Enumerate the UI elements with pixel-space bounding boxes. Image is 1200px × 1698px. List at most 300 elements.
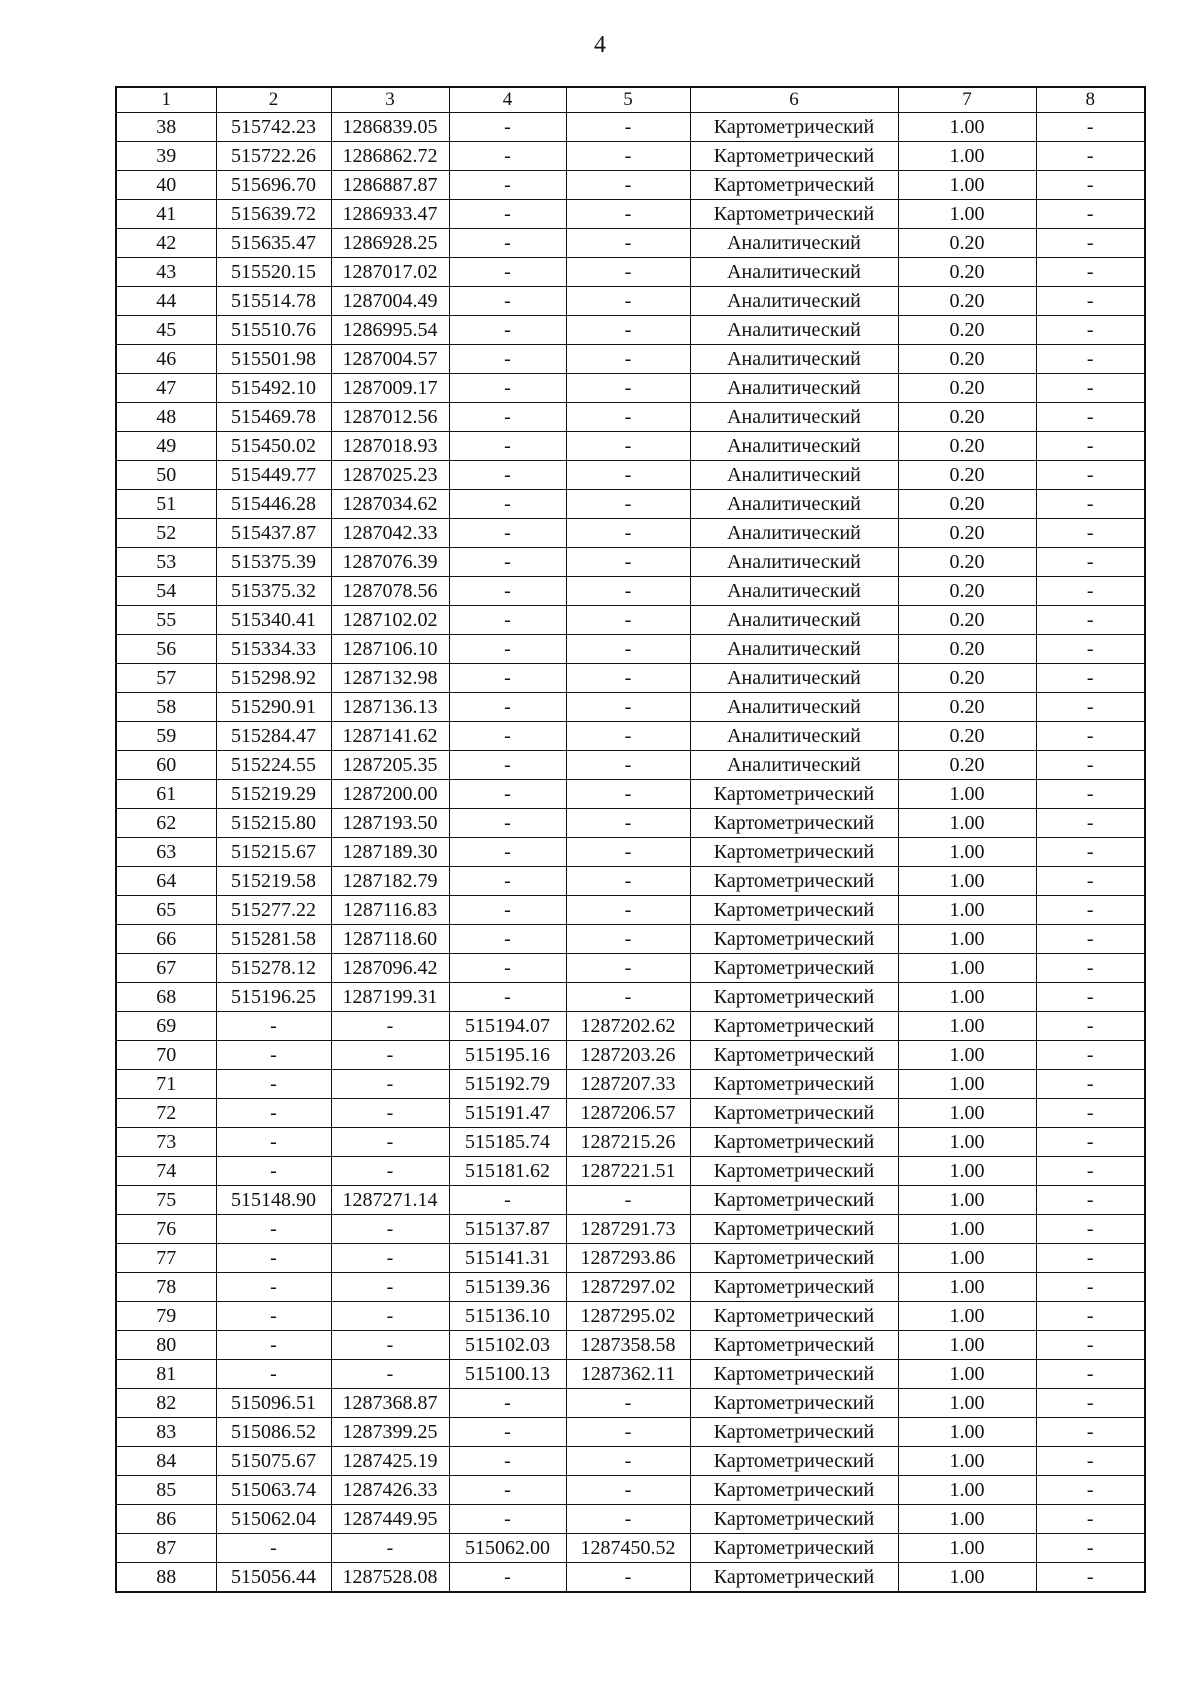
cell-x-new: - bbox=[449, 751, 566, 780]
cell-description: - bbox=[1036, 606, 1145, 635]
table-row bbox=[116, 374, 1145, 403]
table-row bbox=[116, 751, 1145, 780]
table-row bbox=[116, 1534, 1145, 1563]
cell-y-new: - bbox=[566, 983, 690, 1012]
cell-method: Аналитический bbox=[690, 751, 898, 780]
cell-description: - bbox=[1036, 664, 1145, 693]
cell-y-existing: 1286839.05 bbox=[331, 113, 449, 142]
cell-x-new: - bbox=[449, 664, 566, 693]
cell-accuracy: 0.20 bbox=[898, 548, 1036, 577]
cell-method: Картометрический bbox=[690, 1157, 898, 1186]
cell-accuracy: 1.00 bbox=[898, 142, 1036, 171]
cell-method: Картометрический bbox=[690, 780, 898, 809]
cell-description: - bbox=[1036, 1244, 1145, 1273]
column-header: 5 bbox=[566, 87, 690, 113]
cell-x-existing: 515290.91 bbox=[216, 693, 331, 722]
cell-accuracy: 1.00 bbox=[898, 171, 1036, 200]
cell-accuracy: 0.20 bbox=[898, 635, 1036, 664]
cell-y-existing: 1287004.57 bbox=[331, 345, 449, 374]
cell-x-new: 515185.74 bbox=[449, 1128, 566, 1157]
column-header: 3 bbox=[331, 87, 449, 113]
cell-description: - bbox=[1036, 1418, 1145, 1447]
cell-y-existing: - bbox=[331, 1070, 449, 1099]
cell-point-number: 42 bbox=[116, 229, 216, 258]
cell-method: Аналитический bbox=[690, 258, 898, 287]
cell-method: Картометрический bbox=[690, 1128, 898, 1157]
cell-point-number: 44 bbox=[116, 287, 216, 316]
cell-point-number: 80 bbox=[116, 1331, 216, 1360]
cell-y-existing: - bbox=[331, 1302, 449, 1331]
cell-x-new: - bbox=[449, 200, 566, 229]
cell-method: Картометрический bbox=[690, 983, 898, 1012]
cell-method: Картометрический bbox=[690, 1505, 898, 1534]
cell-x-existing: 515520.15 bbox=[216, 258, 331, 287]
cell-y-existing: 1287399.25 bbox=[331, 1418, 449, 1447]
table-row bbox=[116, 925, 1145, 954]
cell-x-new: - bbox=[449, 1389, 566, 1418]
cell-point-number: 47 bbox=[116, 374, 216, 403]
cell-description: - bbox=[1036, 461, 1145, 490]
cell-y-new: - bbox=[566, 1447, 690, 1476]
cell-y-existing: 1287528.08 bbox=[331, 1563, 449, 1593]
cell-y-new: - bbox=[566, 1476, 690, 1505]
cell-y-existing: 1287426.33 bbox=[331, 1476, 449, 1505]
cell-accuracy: 1.00 bbox=[898, 838, 1036, 867]
cell-accuracy: 1.00 bbox=[898, 1476, 1036, 1505]
cell-x-existing: - bbox=[216, 1302, 331, 1331]
cell-description: - bbox=[1036, 374, 1145, 403]
table-row bbox=[116, 1157, 1145, 1186]
cell-description: - bbox=[1036, 693, 1145, 722]
cell-accuracy: 1.00 bbox=[898, 1070, 1036, 1099]
cell-accuracy: 1.00 bbox=[898, 1128, 1036, 1157]
cell-y-new: 1287202.62 bbox=[566, 1012, 690, 1041]
cell-method: Аналитический bbox=[690, 461, 898, 490]
cell-x-existing: - bbox=[216, 1534, 331, 1563]
cell-description: - bbox=[1036, 200, 1145, 229]
cell-method: Аналитический bbox=[690, 374, 898, 403]
cell-method: Картометрический bbox=[690, 809, 898, 838]
cell-y-new: - bbox=[566, 1418, 690, 1447]
cell-description: - bbox=[1036, 577, 1145, 606]
cell-accuracy: 0.20 bbox=[898, 229, 1036, 258]
cell-x-existing: 515635.47 bbox=[216, 229, 331, 258]
table-row bbox=[116, 1070, 1145, 1099]
table-row bbox=[116, 983, 1145, 1012]
cell-point-number: 85 bbox=[116, 1476, 216, 1505]
cell-accuracy: 1.00 bbox=[898, 1157, 1036, 1186]
cell-y-new: - bbox=[566, 722, 690, 751]
cell-x-existing: - bbox=[216, 1360, 331, 1389]
cell-method: Аналитический bbox=[690, 403, 898, 432]
cell-accuracy: 1.00 bbox=[898, 1099, 1036, 1128]
cell-description: - bbox=[1036, 1186, 1145, 1215]
cell-x-new: - bbox=[449, 722, 566, 751]
cell-method: Аналитический bbox=[690, 316, 898, 345]
table-header-row bbox=[116, 87, 1145, 113]
table-body bbox=[116, 87, 1145, 1592]
cell-point-number: 74 bbox=[116, 1157, 216, 1186]
cell-accuracy: 0.20 bbox=[898, 693, 1036, 722]
cell-x-existing: - bbox=[216, 1331, 331, 1360]
cell-x-existing: - bbox=[216, 1128, 331, 1157]
cell-x-new: 515137.87 bbox=[449, 1215, 566, 1244]
cell-description: - bbox=[1036, 751, 1145, 780]
cell-method: Картометрический bbox=[690, 1186, 898, 1215]
cell-x-new: 515139.36 bbox=[449, 1273, 566, 1302]
cell-description: - bbox=[1036, 896, 1145, 925]
cell-point-number: 46 bbox=[116, 345, 216, 374]
cell-y-existing: - bbox=[331, 1099, 449, 1128]
cell-method: Картометрический bbox=[690, 1041, 898, 1070]
cell-y-new: 1287215.26 bbox=[566, 1128, 690, 1157]
cell-point-number: 70 bbox=[116, 1041, 216, 1070]
cell-description: - bbox=[1036, 809, 1145, 838]
cell-x-existing: 515086.52 bbox=[216, 1418, 331, 1447]
cell-x-existing: - bbox=[216, 1273, 331, 1302]
column-header: 6 bbox=[690, 87, 898, 113]
cell-x-existing: 515224.55 bbox=[216, 751, 331, 780]
cell-description: - bbox=[1036, 229, 1145, 258]
cell-y-new: - bbox=[566, 258, 690, 287]
cell-method: Аналитический bbox=[690, 664, 898, 693]
cell-description: - bbox=[1036, 635, 1145, 664]
cell-point-number: 52 bbox=[116, 519, 216, 548]
cell-x-existing: 515375.39 bbox=[216, 548, 331, 577]
cell-description: - bbox=[1036, 954, 1145, 983]
cell-point-number: 38 bbox=[116, 113, 216, 142]
cell-description: - bbox=[1036, 548, 1145, 577]
cell-method: Аналитический bbox=[690, 606, 898, 635]
cell-x-existing: 515340.41 bbox=[216, 606, 331, 635]
cell-x-existing: 515056.44 bbox=[216, 1563, 331, 1593]
cell-x-existing: 515298.92 bbox=[216, 664, 331, 693]
cell-y-new: - bbox=[566, 1186, 690, 1215]
cell-point-number: 63 bbox=[116, 838, 216, 867]
cell-y-existing: 1287132.98 bbox=[331, 664, 449, 693]
cell-y-existing: 1287205.35 bbox=[331, 751, 449, 780]
cell-method: Картометрический bbox=[690, 142, 898, 171]
cell-description: - bbox=[1036, 1099, 1145, 1128]
table-row bbox=[116, 1302, 1145, 1331]
cell-point-number: 61 bbox=[116, 780, 216, 809]
cell-accuracy: 1.00 bbox=[898, 200, 1036, 229]
cell-accuracy: 1.00 bbox=[898, 809, 1036, 838]
cell-method: Картометрический bbox=[690, 1070, 898, 1099]
cell-x-new: - bbox=[449, 1418, 566, 1447]
cell-description: - bbox=[1036, 345, 1145, 374]
cell-x-existing: - bbox=[216, 1244, 331, 1273]
cell-y-new: - bbox=[566, 751, 690, 780]
cell-x-new: - bbox=[449, 403, 566, 432]
table-row bbox=[116, 200, 1145, 229]
cell-x-new: - bbox=[449, 983, 566, 1012]
cell-x-existing: 515148.90 bbox=[216, 1186, 331, 1215]
cell-y-existing: 1287449.95 bbox=[331, 1505, 449, 1534]
cell-accuracy: 1.00 bbox=[898, 1360, 1036, 1389]
cell-description: - bbox=[1036, 490, 1145, 519]
cell-y-existing: - bbox=[331, 1215, 449, 1244]
cell-point-number: 68 bbox=[116, 983, 216, 1012]
cell-x-new: - bbox=[449, 925, 566, 954]
cell-accuracy: 0.20 bbox=[898, 577, 1036, 606]
table-row bbox=[116, 171, 1145, 200]
cell-x-new: - bbox=[449, 316, 566, 345]
cell-point-number: 78 bbox=[116, 1273, 216, 1302]
cell-accuracy: 1.00 bbox=[898, 1331, 1036, 1360]
cell-method: Аналитический bbox=[690, 519, 898, 548]
cell-description: - bbox=[1036, 1476, 1145, 1505]
cell-y-new: - bbox=[566, 200, 690, 229]
cell-method: Картометрический bbox=[690, 1418, 898, 1447]
cell-method: Картометрический bbox=[690, 113, 898, 142]
cell-y-new: 1287221.51 bbox=[566, 1157, 690, 1186]
cell-method: Картометрический bbox=[690, 896, 898, 925]
cell-y-new: - bbox=[566, 1505, 690, 1534]
cell-x-existing: 515281.58 bbox=[216, 925, 331, 954]
cell-y-new: - bbox=[566, 519, 690, 548]
cell-x-new: - bbox=[449, 780, 566, 809]
cell-y-existing: 1287425.19 bbox=[331, 1447, 449, 1476]
cell-y-new: - bbox=[566, 432, 690, 461]
cell-y-new: - bbox=[566, 229, 690, 258]
cell-point-number: 55 bbox=[116, 606, 216, 635]
cell-x-new: - bbox=[449, 809, 566, 838]
cell-description: - bbox=[1036, 1534, 1145, 1563]
cell-description: - bbox=[1036, 925, 1145, 954]
cell-accuracy: 0.20 bbox=[898, 519, 1036, 548]
cell-point-number: 76 bbox=[116, 1215, 216, 1244]
table-row bbox=[116, 606, 1145, 635]
column-header: 2 bbox=[216, 87, 331, 113]
cell-y-new: - bbox=[566, 867, 690, 896]
cell-y-existing: - bbox=[331, 1128, 449, 1157]
cell-accuracy: 1.00 bbox=[898, 1273, 1036, 1302]
table-row bbox=[116, 461, 1145, 490]
cell-y-new: - bbox=[566, 925, 690, 954]
cell-description: - bbox=[1036, 1360, 1145, 1389]
cell-method: Аналитический bbox=[690, 345, 898, 374]
cell-y-existing: 1286862.72 bbox=[331, 142, 449, 171]
table-row bbox=[116, 519, 1145, 548]
cell-y-new: - bbox=[566, 142, 690, 171]
cell-point-number: 82 bbox=[116, 1389, 216, 1418]
cell-x-existing: 515334.33 bbox=[216, 635, 331, 664]
cell-y-existing: - bbox=[331, 1157, 449, 1186]
cell-y-existing: 1287102.02 bbox=[331, 606, 449, 635]
cell-accuracy: 1.00 bbox=[898, 867, 1036, 896]
cell-y-existing: 1287141.62 bbox=[331, 722, 449, 751]
cell-y-existing: 1287034.62 bbox=[331, 490, 449, 519]
cell-y-new: - bbox=[566, 1563, 690, 1593]
cell-description: - bbox=[1036, 838, 1145, 867]
cell-point-number: 83 bbox=[116, 1418, 216, 1447]
cell-y-new: 1287203.26 bbox=[566, 1041, 690, 1070]
cell-description: - bbox=[1036, 171, 1145, 200]
cell-description: - bbox=[1036, 1070, 1145, 1099]
cell-y-existing: 1287025.23 bbox=[331, 461, 449, 490]
cell-y-existing: 1287182.79 bbox=[331, 867, 449, 896]
cell-accuracy: 1.00 bbox=[898, 1447, 1036, 1476]
cell-x-new: 515181.62 bbox=[449, 1157, 566, 1186]
cell-x-new: - bbox=[449, 374, 566, 403]
table-row bbox=[116, 664, 1145, 693]
cell-x-new: - bbox=[449, 838, 566, 867]
cell-y-existing: 1287018.93 bbox=[331, 432, 449, 461]
cell-description: - bbox=[1036, 142, 1145, 171]
cell-y-new: 1287450.52 bbox=[566, 1534, 690, 1563]
cell-y-existing: 1286933.47 bbox=[331, 200, 449, 229]
cell-x-new: - bbox=[449, 954, 566, 983]
cell-x-new: 515141.31 bbox=[449, 1244, 566, 1273]
cell-y-existing: 1286887.87 bbox=[331, 171, 449, 200]
cell-method: Картометрический bbox=[690, 1099, 898, 1128]
cell-method: Аналитический bbox=[690, 432, 898, 461]
cell-point-number: 54 bbox=[116, 577, 216, 606]
cell-y-existing: 1287200.00 bbox=[331, 780, 449, 809]
cell-y-new: - bbox=[566, 548, 690, 577]
cell-x-existing: 515742.23 bbox=[216, 113, 331, 142]
cell-description: - bbox=[1036, 258, 1145, 287]
cell-x-existing: 515277.22 bbox=[216, 896, 331, 925]
cell-x-new: - bbox=[449, 867, 566, 896]
cell-method: Картометрический bbox=[690, 1273, 898, 1302]
cell-point-number: 40 bbox=[116, 171, 216, 200]
cell-description: - bbox=[1036, 983, 1145, 1012]
cell-x-existing: 515722.26 bbox=[216, 142, 331, 171]
cell-description: - bbox=[1036, 1157, 1145, 1186]
cell-x-new: - bbox=[449, 1476, 566, 1505]
cell-point-number: 79 bbox=[116, 1302, 216, 1331]
cell-x-existing: 515492.10 bbox=[216, 374, 331, 403]
cell-method: Картометрический bbox=[690, 1447, 898, 1476]
cell-y-new: - bbox=[566, 577, 690, 606]
table-row bbox=[116, 113, 1145, 142]
cell-x-existing: 515450.02 bbox=[216, 432, 331, 461]
cell-description: - bbox=[1036, 113, 1145, 142]
cell-method: Картометрический bbox=[690, 1012, 898, 1041]
cell-description: - bbox=[1036, 1331, 1145, 1360]
cell-y-existing: 1287042.33 bbox=[331, 519, 449, 548]
cell-y-existing: 1287193.50 bbox=[331, 809, 449, 838]
cell-method: Картометрический bbox=[690, 867, 898, 896]
cell-method: Картометрический bbox=[690, 1534, 898, 1563]
cell-accuracy: 1.00 bbox=[898, 1389, 1036, 1418]
cell-accuracy: 1.00 bbox=[898, 1244, 1036, 1273]
cell-y-existing: 1287076.39 bbox=[331, 548, 449, 577]
cell-description: - bbox=[1036, 780, 1145, 809]
cell-x-new: 515136.10 bbox=[449, 1302, 566, 1331]
cell-x-new: - bbox=[449, 635, 566, 664]
cell-description: - bbox=[1036, 1041, 1145, 1070]
cell-x-existing: 515375.32 bbox=[216, 577, 331, 606]
table-row bbox=[116, 1273, 1145, 1302]
cell-description: - bbox=[1036, 1012, 1145, 1041]
cell-accuracy: 1.00 bbox=[898, 1563, 1036, 1593]
cell-y-existing: 1286928.25 bbox=[331, 229, 449, 258]
cell-y-new: 1287291.73 bbox=[566, 1215, 690, 1244]
cell-x-existing: 515219.58 bbox=[216, 867, 331, 896]
table-row bbox=[116, 1476, 1145, 1505]
table-row bbox=[116, 1563, 1145, 1593]
cell-x-existing: 515063.74 bbox=[216, 1476, 331, 1505]
cell-description: - bbox=[1036, 1563, 1145, 1593]
table-row bbox=[116, 577, 1145, 606]
cell-description: - bbox=[1036, 287, 1145, 316]
cell-y-new: - bbox=[566, 664, 690, 693]
cell-x-existing: - bbox=[216, 1157, 331, 1186]
cell-y-existing: - bbox=[331, 1360, 449, 1389]
cell-accuracy: 1.00 bbox=[898, 925, 1036, 954]
cell-description: - bbox=[1036, 432, 1145, 461]
cell-x-existing: 515696.70 bbox=[216, 171, 331, 200]
cell-x-existing: 515510.76 bbox=[216, 316, 331, 345]
cell-point-number: 53 bbox=[116, 548, 216, 577]
cell-x-new: - bbox=[449, 606, 566, 635]
cell-description: - bbox=[1036, 1302, 1145, 1331]
cell-y-existing: - bbox=[331, 1534, 449, 1563]
cell-x-new: 515195.16 bbox=[449, 1041, 566, 1070]
cell-y-existing: - bbox=[331, 1273, 449, 1302]
cell-x-new: 515194.07 bbox=[449, 1012, 566, 1041]
table-row bbox=[116, 258, 1145, 287]
cell-y-new: - bbox=[566, 838, 690, 867]
table-row bbox=[116, 1012, 1145, 1041]
cell-accuracy: 1.00 bbox=[898, 1302, 1036, 1331]
cell-accuracy: 0.20 bbox=[898, 606, 1036, 635]
table-row bbox=[116, 403, 1145, 432]
column-header: 7 bbox=[898, 87, 1036, 113]
table-row bbox=[116, 722, 1145, 751]
cell-x-existing: 515196.25 bbox=[216, 983, 331, 1012]
cell-description: - bbox=[1036, 403, 1145, 432]
cell-description: - bbox=[1036, 316, 1145, 345]
cell-x-new: - bbox=[449, 258, 566, 287]
cell-y-existing: 1287009.17 bbox=[331, 374, 449, 403]
table-row bbox=[116, 229, 1145, 258]
cell-x-existing: 515075.67 bbox=[216, 1447, 331, 1476]
cell-y-new: - bbox=[566, 693, 690, 722]
cell-x-new: - bbox=[449, 577, 566, 606]
table-row bbox=[116, 1331, 1145, 1360]
column-header: 1 bbox=[116, 87, 216, 113]
cell-y-new: 1287358.58 bbox=[566, 1331, 690, 1360]
cell-point-number: 87 bbox=[116, 1534, 216, 1563]
cell-point-number: 88 bbox=[116, 1563, 216, 1593]
cell-point-number: 71 bbox=[116, 1070, 216, 1099]
cell-y-existing: 1287004.49 bbox=[331, 287, 449, 316]
cell-point-number: 84 bbox=[116, 1447, 216, 1476]
cell-x-new: - bbox=[449, 693, 566, 722]
cell-x-new: - bbox=[449, 1563, 566, 1593]
cell-y-existing: 1287189.30 bbox=[331, 838, 449, 867]
cell-y-existing: 1287017.02 bbox=[331, 258, 449, 287]
cell-y-existing: - bbox=[331, 1012, 449, 1041]
cell-description: - bbox=[1036, 1128, 1145, 1157]
cell-y-existing: 1287136.13 bbox=[331, 693, 449, 722]
page-number: 4 bbox=[594, 32, 606, 58]
cell-accuracy: 1.00 bbox=[898, 896, 1036, 925]
cell-method: Аналитический bbox=[690, 490, 898, 519]
cell-accuracy: 0.20 bbox=[898, 461, 1036, 490]
table-row bbox=[116, 1244, 1145, 1273]
cell-x-new: - bbox=[449, 171, 566, 200]
table-row bbox=[116, 780, 1145, 809]
cell-accuracy: 1.00 bbox=[898, 1041, 1036, 1070]
table-row bbox=[116, 287, 1145, 316]
cell-y-new: 1287207.33 bbox=[566, 1070, 690, 1099]
cell-accuracy: 0.20 bbox=[898, 664, 1036, 693]
